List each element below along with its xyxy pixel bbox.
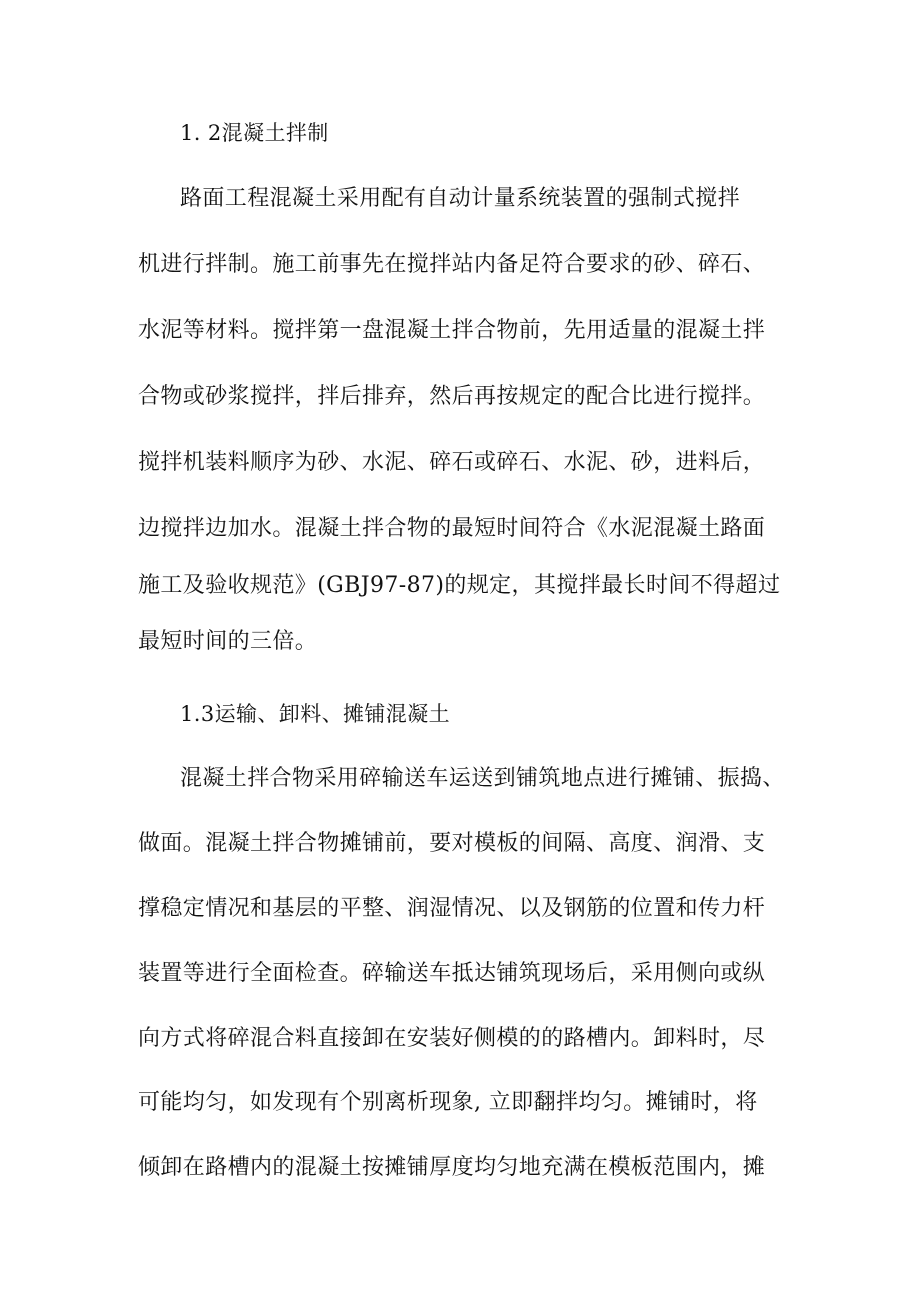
- paragraph-line: 水泥等材料。搅拌第一盘混凝土拌合物前，先用适量的混凝土拌: [138, 318, 766, 343]
- paragraph-line: 搅拌机装料顺序为砂、水泥、碎石或碎石、水泥、砂，进料后，: [138, 450, 766, 475]
- paragraph-line: 倾卸在路槽内的混凝土按摊铺厚度均匀地充满在模板范围内，摊: [138, 1155, 766, 1180]
- paragraph-line: 最短时间的三倍。: [138, 629, 318, 654]
- paragraph-line: 机进行拌制。施工前事先在搅拌站内备足符合要求的砂、碎石、: [138, 252, 766, 277]
- paragraph-line: 合物或砂浆搅拌，拌后排弃，然后再按规定的配合比进行搅拌。: [138, 384, 766, 409]
- paragraph-line: 路面工程混凝土采用配有自动计量系统装置的强制式搅拌: [180, 186, 741, 211]
- section-heading-1-3: 1.3运输、卸料、摊铺混凝土: [180, 702, 450, 726]
- paragraph-line: 装置等进行全面检查。碎输送车抵达铺筑现场后，采用侧向或纵: [138, 961, 766, 986]
- paragraph-line: 可能均匀，如发现有个别离析现象, 立即翻拌均匀。摊铺时，将: [138, 1090, 758, 1115]
- paragraph-line: 做面。混凝土拌合物摊铺前，要对模板的间隔、高度、润滑、支: [138, 831, 766, 856]
- paragraph-line: 边搅拌边加水。混凝土拌合物的最短时间符合《水泥混凝土路面: [138, 516, 766, 541]
- paragraph-line: 混凝土拌合物采用碎输送车运送到铺筑地点进行摊铺、振捣、: [180, 766, 785, 791]
- paragraph-line: 施工及验收规范》(GBJ97-87)的规定，其搅拌最长时间不得超过: [138, 573, 781, 598]
- paragraph-line: 撑稳定情况和基层的平整、润湿情况、以及钢筋的位置和传力杆: [138, 896, 766, 921]
- paragraph-line: 向方式将碎混合料直接卸在安装好侧模的的路槽内。卸料时，尽: [138, 1026, 766, 1051]
- section-heading-1-2: 1. 2混凝土拌制: [180, 121, 329, 145]
